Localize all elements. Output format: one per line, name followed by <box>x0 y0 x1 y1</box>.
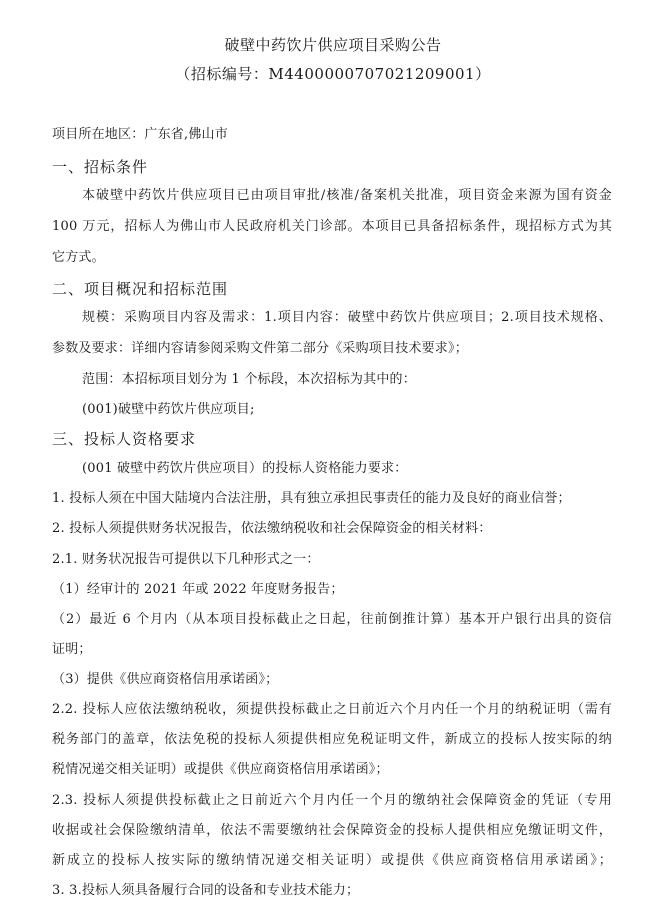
paragraph-line: 本破壁中药饮片供应项目已由项目审批/核准/备案机关批准，项目资金来源为国有资金 <box>82 188 612 203</box>
paragraph-line: 2.3. 投标人须提供投标截止之日前近六个月内任一个月的缴纳社会保障资金的凭证（专用 <box>52 793 612 808</box>
paragraph-line: 规模：采购项目内容及需求：1.项目内容：破壁中药饮片供应项目；2.项目技术规格、 <box>82 310 612 325</box>
paragraph-line: 2. 投标人须提供财务状况报告，依法缴纳税收和社会保障资金的相关材料： <box>52 521 492 536</box>
paragraph-line: 收据或社会保险缴纳清单，依法不需要缴纳社会保障资金的投标人提供相应免缴证明文件， <box>52 823 612 838</box>
paragraph-line: 范围：本招标项目划分为 1 个标段，本次招标为其中的： <box>82 372 416 387</box>
paragraph-line: 3. 3.投标人须具备履行合同的设备和专业技术能力； <box>52 883 360 898</box>
paragraph-line: （3）提供《供应商资格信用承诺函》； <box>52 672 279 687</box>
project-region: 项目所在地区：广东省,佛山市 <box>52 127 228 142</box>
paragraph-line: 1. 投标人须在中国大陆境内合法注册，具有独立承担民事责任的能力及良好的商业信誉； <box>52 491 571 506</box>
bid-number: （招标编号：M4400000707021209001） <box>175 65 491 83</box>
paragraph-line: 2.1. 财务状况报告可提供以下几种形式之一： <box>52 552 320 567</box>
paragraph-line: 2.2. 投标人应依法缴纳税收，须提供投标截止之日前近六个月内任一个月的纳税证明（需有 <box>52 702 612 717</box>
section-heading: 三、投标人资格要求 <box>52 430 197 448</box>
section-heading: 二、项目概况和招标范围 <box>52 280 229 298</box>
paragraph-line: 新成立的投标人按实际的缴纳情况递交相关证明）或提供《供应商资格信用承诺函》； <box>52 853 612 868</box>
section-heading: 一、招标条件 <box>52 158 149 176</box>
paragraph-line: 它方式。 <box>52 250 105 265</box>
paragraph-line: 100 万元，招标人为佛山市人民政府机关门诊部。本项目已具备招标条件，现招标方式为其 <box>52 219 612 234</box>
paragraph-line: 参数及要求：详细内容请参阅采购文件第二部分《采购项目技术要求》； <box>52 341 468 356</box>
paragraph-line: 税务部门的盖章，依法免税的投标人须提供相应免税证明文件，新成立的投标人按实际的纳 <box>52 732 612 747</box>
paragraph-line: (001 破壁中药饮片供应项目）的投标人资格能力要求： <box>82 461 408 476</box>
paragraph-line: 税情况递交相关证明）或提供《供应商资格信用承诺函》； <box>52 762 389 777</box>
paragraph-line: (001)破壁中药饮片供应项目; <box>82 402 255 417</box>
paragraph-line: 证明； <box>52 642 92 657</box>
document-title: 破壁中药饮片供应项目采购公告 <box>224 36 442 54</box>
paragraph-line: （1）经审计的 2021 年或 2022 年度财务报告； <box>52 582 344 597</box>
paragraph-line: （2）最近 6 个月内（从本项目投标截止之日起，往前倒推计算）基本开户银行出具的资信 <box>52 612 612 627</box>
